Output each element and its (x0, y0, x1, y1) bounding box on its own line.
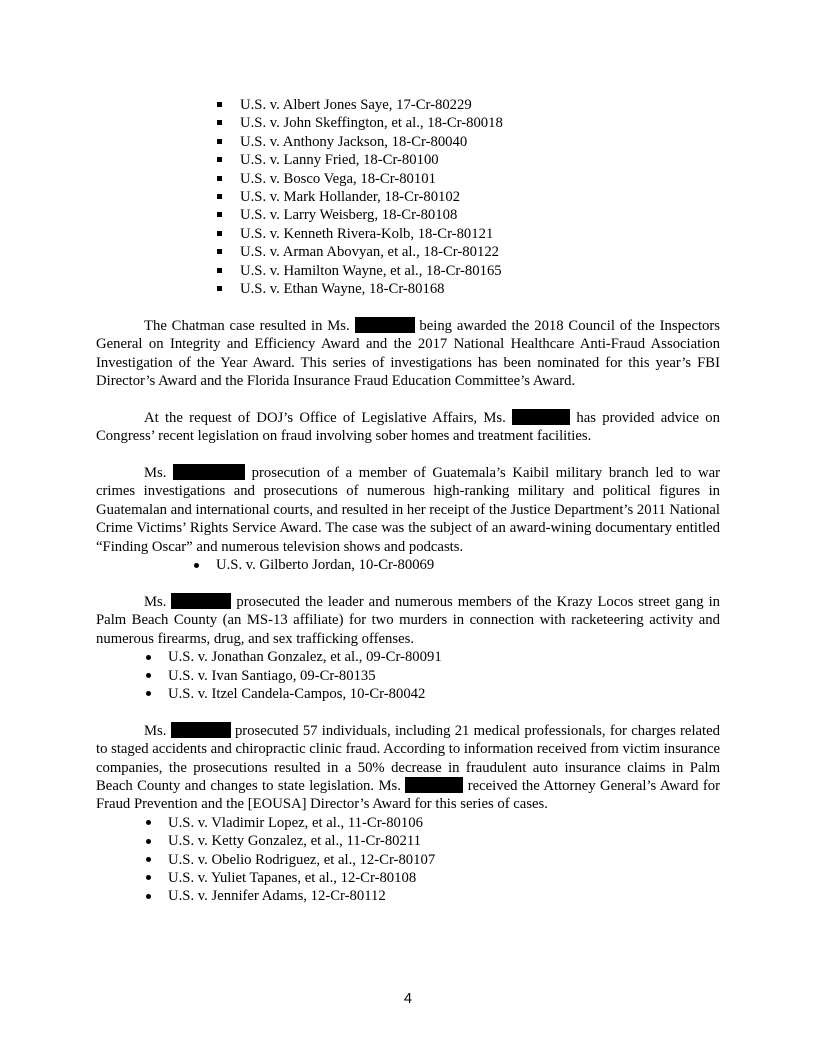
list-item: U.S. v. Yuliet Tapanes, et al., 12-Cr-80108 (144, 869, 720, 887)
chatman-paragraph: The Chatman case resulted in Ms. being awarded the 2018 Council of the Inspectors General on Integrity and Efficiency Award and the 2017 National Healthcare Anti-Fraud Association Investigation of the Year Award. This series of investigations has been nominated for this year’s FBI Director’s Award and the Florida Insurance Fraud Education Committee’s Award. (96, 317, 721, 390)
top-case-list (216, 96, 720, 298)
redaction-box (171, 722, 231, 738)
list-item: U.S. v. Larry Weisberg, 18-Cr-80108 (216, 206, 720, 224)
redaction-box (173, 464, 245, 480)
list-item: U.S. v. Albert Jones Saye, 17-Cr-80229 (216, 96, 720, 114)
list-item: U.S. v. John Skeffington, et al., 18-Cr-80018 (216, 114, 720, 132)
kaibil-case-list (192, 556, 720, 574)
krazy-locos-case-list (144, 648, 720, 703)
staged-accidents-case-list (144, 814, 720, 906)
staged-accidents-paragraph: Ms. prosecuted 57 individuals, including 21 medical professionals, for charges related to staged accidents and chiropractic clinic fraud. According to information received from victim insurance companies, the prosecutions resulted in a 50% decrease in fraudulent auto insurance claims in Palm Beach County and changes to state legislation. Ms. received the Attorney General’s Award for Fraud Prevention and the [EOUSA] Director’s Award for this series of cases. (96, 722, 720, 813)
list-item: U.S. v. Hamilton Wayne, et al., 18-Cr-80165 (216, 262, 720, 280)
redaction-box (405, 777, 463, 793)
list-item: U.S. v. Jennifer Adams, 12-Cr-80112 (144, 887, 720, 905)
legislative-paragraph: At the request of DOJ’s Office of Legislative Affairs, Ms. has provided advice on Congress’ recent legislation on fraud involving sober homes and treatment facilities. (96, 409, 720, 445)
list-item: U.S. v. Ivan Santiago, 09-Cr-80135 (144, 667, 720, 685)
list-item: U.S. v. Lanny Fried, 18-Cr-80100 (216, 151, 720, 169)
kaibil-paragraph: Ms. prosecution of a member of Guatemala’s Kaibil military branch led to war crimes investigations and prosecutions of numerous high-ranking military and political figures in Guatemalan and international courts, and resulted in her receipt of the Justice Department’s 2011 National Crime Victims’ Rights Service Award. The case was the subject of an award-wining documentary entitled “Finding Oscar” and numerous television shows and podcasts. (96, 465, 720, 555)
list-item: U.S. v. Itzel Candela-Campos, 10-Cr-80042 (144, 685, 720, 703)
document-page (96, 96, 720, 906)
redaction-box (355, 317, 415, 333)
list-item: U.S. v. Obelio Rodriguez, et al., 12-Cr-80107 (144, 851, 720, 869)
page-number: 4 (403, 991, 413, 1007)
list-item: U.S. v. Bosco Vega, 18-Cr-80101 (216, 170, 720, 188)
list-item: U.S. v. Mark Hollander, 18-Cr-80102 (216, 188, 720, 206)
list-item: U.S. v. Ethan Wayne, 18-Cr-80168 (216, 280, 720, 298)
list-item: U.S. v. Jonathan Gonzalez, et al., 09-Cr-80091 (144, 648, 720, 666)
list-item: U.S. v. Gilberto Jordan, 10-Cr-80069 (192, 556, 720, 574)
redaction-box (512, 409, 570, 425)
krazy-locos-paragraph: Ms. prosecuted the leader and numerous members of the Krazy Locos street gang in Palm Beach County (an MS-13 affiliate) for two murders in connection with racketeering activity and numerous firearms, drug, and sex trafficking offenses. (96, 593, 720, 647)
list-item: U.S. v. Vladimir Lopez, et al., 11-Cr-80106 (144, 814, 720, 832)
list-item: U.S. v. Arman Abovyan, et al., 18-Cr-80122 (216, 243, 720, 261)
list-item: U.S. v. Kenneth Rivera-Kolb, 18-Cr-80121 (216, 225, 720, 243)
list-item: U.S. v. Anthony Jackson, 18-Cr-80040 (216, 133, 720, 151)
redaction-box (171, 593, 231, 609)
list-item: U.S. v. Ketty Gonzalez, et al., 11-Cr-80211 (144, 832, 720, 850)
